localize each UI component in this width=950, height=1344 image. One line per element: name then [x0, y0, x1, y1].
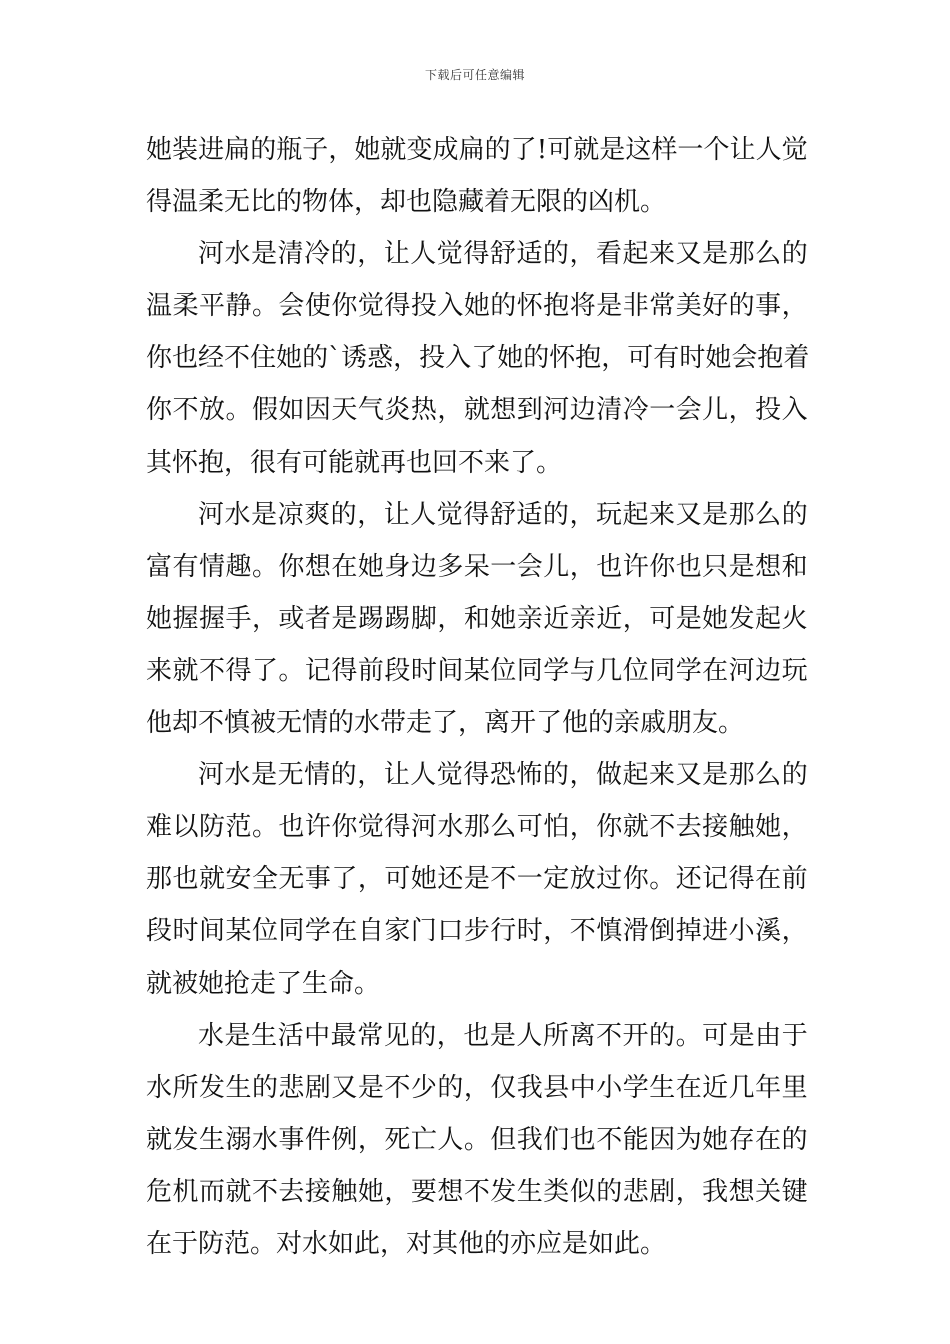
text-line: 水 所 发 生 的 悲 剧 又 是 不 少 的 ， 仅 我 县 中 小 学 生 在 近 几 年 里 — [146, 1072, 808, 1103]
text-line: 就 发 生 溺 水 事 件 例 ， 死 亡 人 。 但 我 们 也 不 能 因 为 她 存 在 的 — [146, 1124, 808, 1155]
text-line: 你 也 经 不 住 她 的 ` 诱 惑 ， 投 入 了 她 的 怀 抱 ， 可 有 时 她 会 抱 着 — [146, 343, 810, 374]
text-line: 危 机 而 就 不 去 接 触 她 ， 要 想 不 发 生 类 似 的 悲 剧 ， 我 想 关 键 — [146, 1176, 808, 1207]
page-header: 下载后可任意编辑 — [424, 68, 525, 82]
text-line: 段 时 间 某 位 同 学 在 自 家 门 口 步 行 时 ， 不 慎 滑 倒 掉 进 小 溪 ， — [146, 916, 808, 947]
text-line: 河 水 是 无 情 的 ， 让 人 觉 得 恐 怖 的 ， 做 起 来 又 是 那 么 的 — [198, 760, 808, 791]
text-line: 富 有 情 趣 。 你 想 在 她 身 边 多 呆 一 会 儿 ， 也 许 你 也 只 是 想 和 — [146, 551, 808, 582]
text-line: 温 柔 平 静 。 会 使 你 觉 得 投 入 她 的 怀 抱 将 是 非 常 美 好 的 事 ， — [146, 291, 808, 322]
text-line: 那 也 就 安 全 无 事 了 ， 可 她 还 是 不 一 定 放 过 你 。 还 记 得 在 前 — [146, 864, 808, 895]
text-line: 她 握 握 手 ， 或 者 是 踢 踢 脚 ， 和 她 亲 近 亲 近 ， 可 是 她 发 起 火 — [146, 603, 808, 634]
text-line: 你 不 放 。 假 如 因 天 气 炎 热 ， 就 想 到 河 边 清 冷 一 会 儿 ， 投 入 — [146, 395, 808, 426]
text-line: 河 水 是 清 冷 的 ， 让 人 觉 得 舒 适 的 ， 看 起 来 又 是 那 么 的 — [198, 239, 808, 270]
text-line: 他却不慎被无情的水带走了，离开了他的亲戚朋友。 — [146, 708, 745, 739]
text-line: 水 是 生 活 中 最 常 见 的 ， 也 是 人 所 离 不 开 的 。 可 是 由 于 — [198, 1020, 808, 1051]
body-text — [146, 124, 808, 1270]
text-line: 其怀抱，很有可能就再也回不来了。 — [146, 447, 563, 478]
text-line: 难 以 防 范 。 也 许 你 觉 得 河 水 那 么 可 怕 ， 你 就 不 去 接 触 她 ， — [146, 812, 808, 843]
text-line: 就被她抢走了生命。 — [146, 968, 381, 999]
text-line: 在于防范。对水如此，对其他的亦应是如此。 — [146, 1228, 667, 1259]
text-line: 得温柔无比的物体，却也隐藏着无限的凶机。 — [146, 187, 667, 218]
text-line: 她 装 进 扁 的 瓶 子 ， 她 就 变 成 扁 的 了 ! 可 就 是 这 样 一 个 让 人 觉 — [146, 135, 808, 165]
text-line: 来 就 不 得 了 。 记 得 前 段 时 间 某 位 同 学 与 几 位 同 学 在 河 边 玩 — [146, 655, 808, 686]
text-line: 河 水 是 凉 爽 的 ， 让 人 觉 得 舒 适 的 ， 玩 起 来 又 是 那 么 的 — [198, 499, 808, 530]
